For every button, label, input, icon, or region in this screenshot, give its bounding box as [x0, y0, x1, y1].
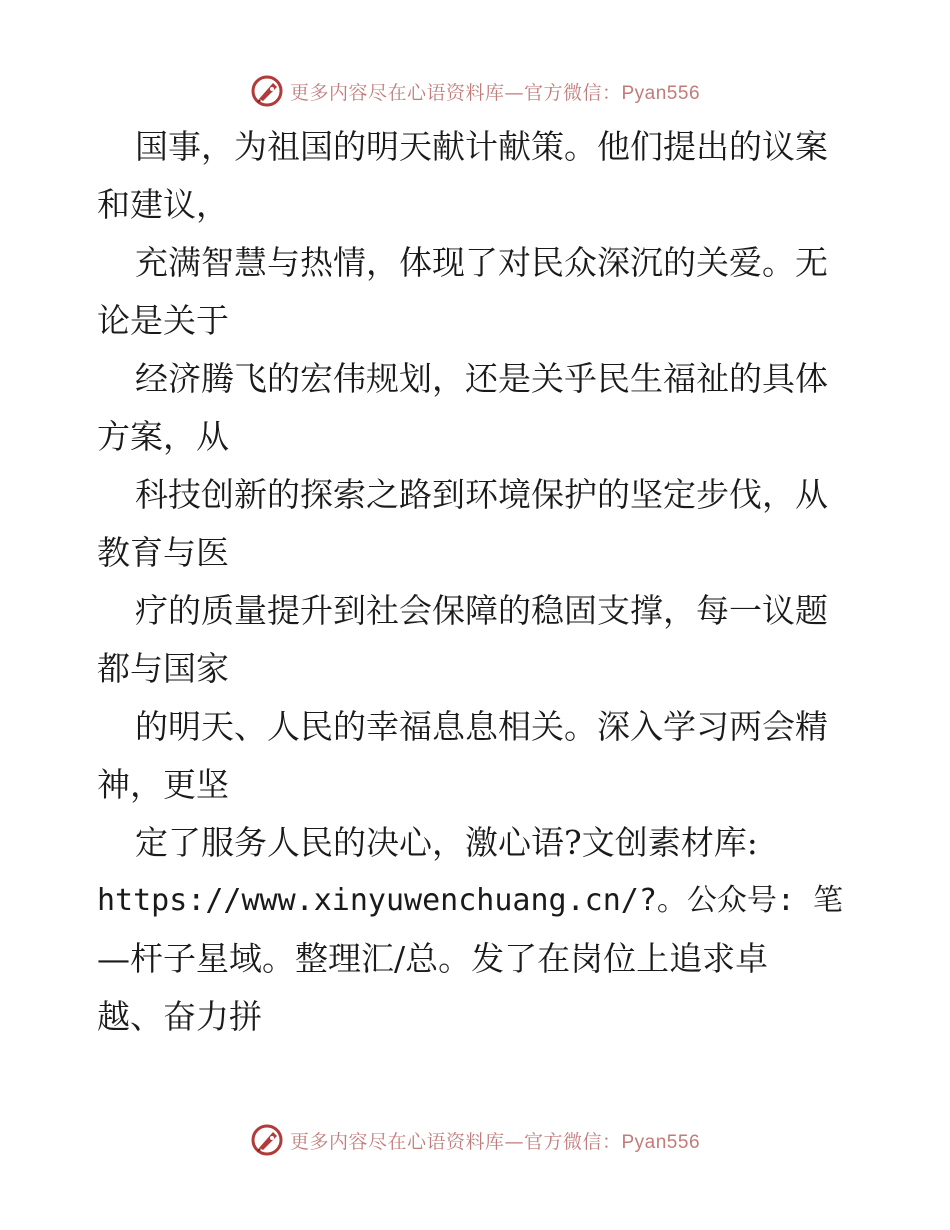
- footer-watermark: [0, 1120, 950, 1160]
- watermark-text: 更多内容尽在心语资料库—官方微信：Pyan556: [289, 81, 701, 104]
- header-watermark: [0, 71, 950, 111]
- text-line: 充满智慧与热情，体现了对民众深沉的关爱。无: [135, 243, 828, 282]
- text-line: 科技创新的探索之路到环境保护的坚定步伐，从: [135, 475, 828, 514]
- text-line: 的明天、人民的幸福息息相关。深入学习两会精: [135, 707, 828, 746]
- text-line: —杆子星域。整理汇/总。发了在岗位上追求卓: [97, 939, 769, 978]
- text-line: 方案，从: [97, 417, 229, 456]
- text-line: 和建议，: [97, 185, 229, 224]
- text-line: 疗的质量提升到社会保障的稳固支撑，每一议题: [135, 591, 828, 630]
- text-line: 越、奋力拼: [97, 997, 262, 1036]
- text-line: 定了服务人民的决心，激心语?文创素材库:: [135, 823, 758, 862]
- pen-logo-icon: [250, 1123, 284, 1157]
- text-line: 神，更坚: [97, 765, 229, 804]
- document-body: [97, 118, 857, 1046]
- text-line: 经济腾飞的宏伟规划，还是关乎民生福祉的具体: [135, 359, 828, 398]
- pen-logo-icon: [250, 74, 284, 108]
- text-line: 教育与医: [97, 533, 229, 572]
- text-line: 论是关于: [97, 301, 229, 340]
- watermark-text: 更多内容尽在心语资料库—官方微信：Pyan556: [289, 1130, 701, 1153]
- text-line: 国事，为祖国的明天献计献策。他们提出的议案: [135, 127, 828, 166]
- text-line: 都与国家: [97, 649, 229, 688]
- url-line: https://www.xinyuwenchuang.cn/?。公众号: 笔: [97, 883, 844, 918]
